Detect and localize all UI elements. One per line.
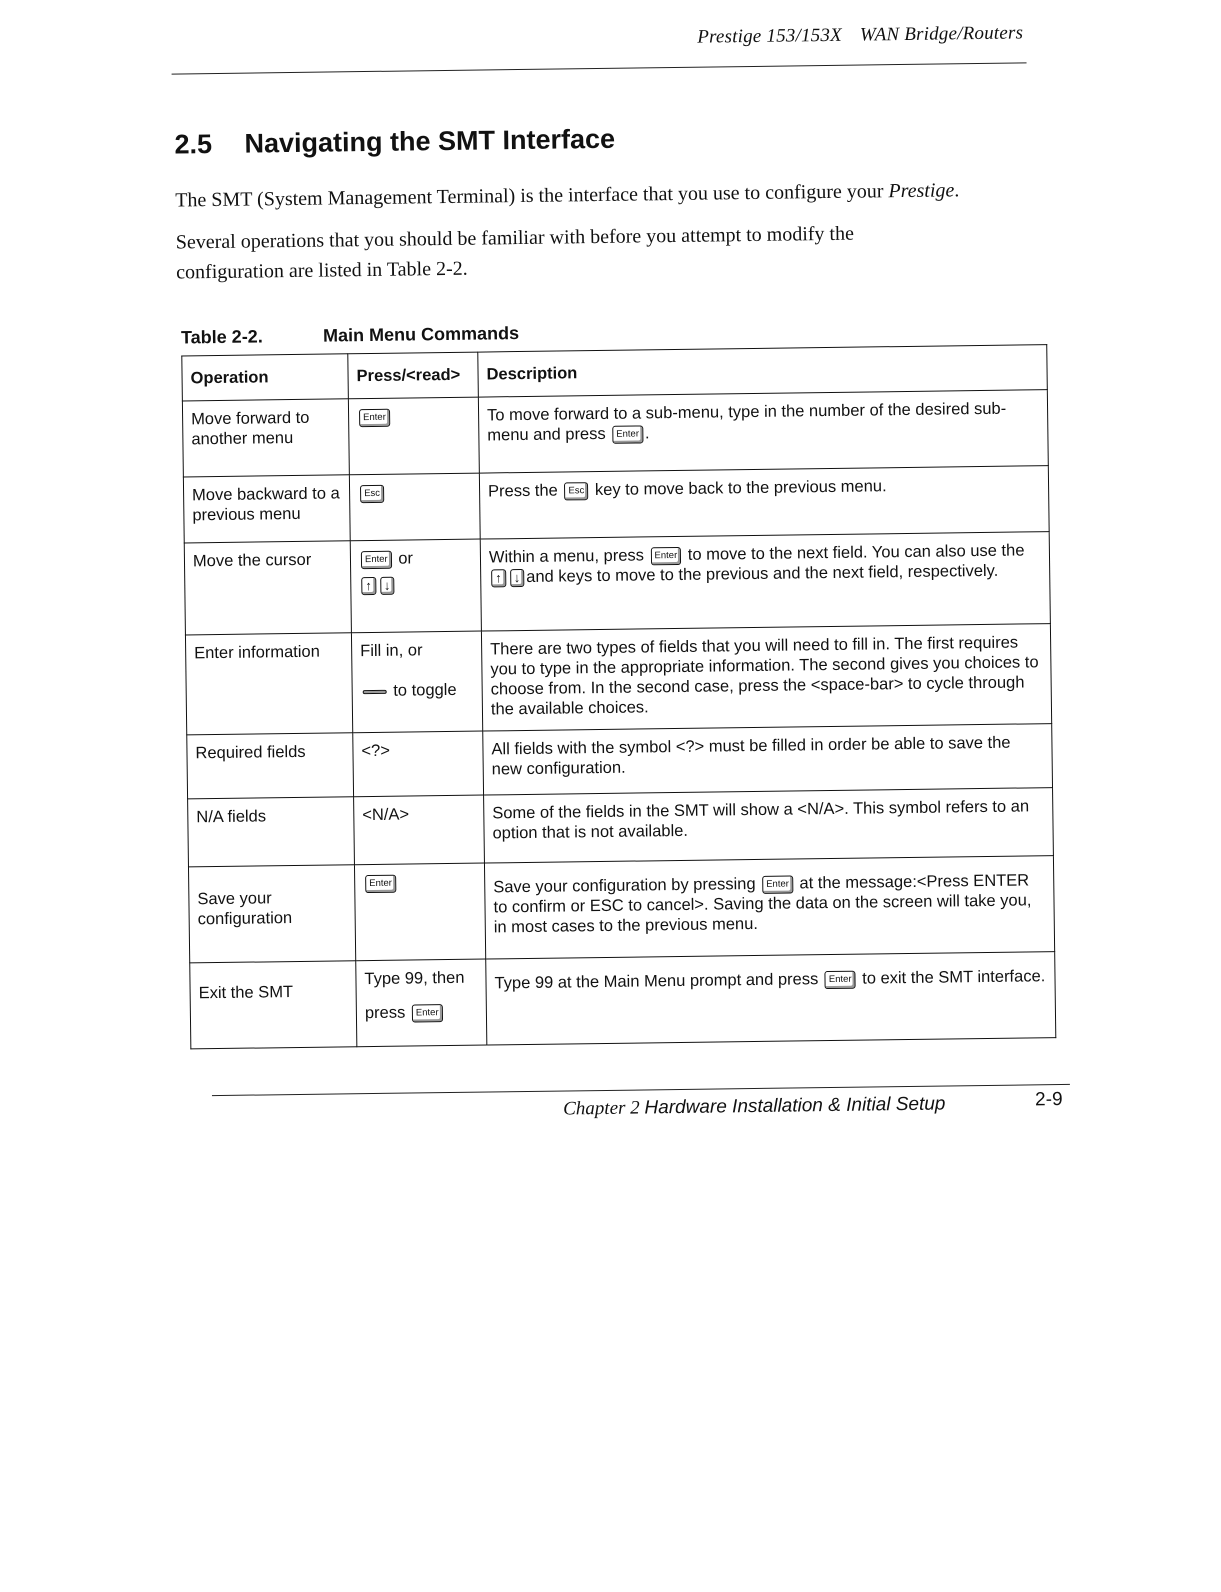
operation-cell: Move the cursor xyxy=(184,541,351,635)
press-text: or xyxy=(398,549,414,568)
down-arrow-key-icon: ↓ xyxy=(510,569,525,587)
operation-cell: Required fields xyxy=(187,733,354,799)
ops-line-1: Several operations that you should be familiar with before you attempt to modify the xyxy=(175,222,855,254)
intro-period: . xyxy=(954,179,960,202)
operation-cell: Save your configuration xyxy=(188,865,355,963)
description-text: . xyxy=(644,424,650,443)
press-cell xyxy=(348,397,479,475)
enter-key-icon: Enter xyxy=(650,547,681,565)
up-arrow-key-icon: ↑ xyxy=(361,577,376,595)
enter-key-icon: Enter xyxy=(361,550,392,568)
table-row xyxy=(184,532,1050,635)
description-text: Press the xyxy=(487,481,563,501)
enter-key-icon: Enter xyxy=(612,425,643,443)
table-row xyxy=(182,390,1048,477)
press-text: to toggle xyxy=(393,680,457,700)
press-cell xyxy=(351,631,482,733)
table-row xyxy=(183,466,1049,543)
enter-key-icon: Enter xyxy=(359,408,390,426)
running-footer xyxy=(563,1094,946,1121)
intro-text: The SMT (System Management Terminal) is the interface that you use to configure your xyxy=(175,180,889,212)
description-cell xyxy=(480,532,1050,631)
down-arrow-key-icon: ↓ xyxy=(380,576,395,594)
header-description: Description xyxy=(478,345,1048,397)
description-text: To move forward to a sub-menu, type in the number of the desired sub-menu and press xyxy=(486,399,1007,445)
table-row xyxy=(188,788,1054,867)
section-heading xyxy=(174,124,615,161)
table-number: Table 2-2. xyxy=(180,326,263,348)
press-cell xyxy=(356,959,487,1047)
table-row xyxy=(185,624,1051,735)
description-text: at the message:<Press ENTER to confirm or ESC to cancel>. Saving the data on the screen will take you, in most cases to the previous menu. xyxy=(493,871,1032,937)
enter-key-icon: Enter xyxy=(412,1004,443,1022)
press-cell: <N/A> xyxy=(354,795,485,865)
press-text: press xyxy=(364,1003,406,1023)
header-press: Press/<read> xyxy=(348,352,479,399)
description-cell: Some of the fields in the SMT will show a <N/A>. This symbol refers to an option that is not available. xyxy=(484,788,1054,863)
description-cell xyxy=(478,390,1048,473)
press-cell xyxy=(354,863,485,961)
operation-cell: Move forward to another menu xyxy=(182,399,349,477)
section-number: 2.5 xyxy=(174,129,213,160)
intro-product-name: Prestige xyxy=(888,179,955,203)
description-cell: All fields with the symbol <?> must be filled in order be able to save the new configuration. xyxy=(483,724,1053,795)
operation-cell: Move backward to a previous menu xyxy=(183,475,350,543)
enter-key-icon: Enter xyxy=(762,875,793,893)
description-text: and keys to move to the previous and the next field, respectively. xyxy=(526,561,999,586)
table-title: Main Menu Commands xyxy=(322,323,520,346)
esc-key-icon: Esc xyxy=(564,482,588,500)
press-cell xyxy=(349,473,480,541)
enter-key-icon: Enter xyxy=(365,874,396,892)
section-title: Navigating the SMT Interface xyxy=(244,123,616,159)
header-rule xyxy=(172,62,1027,74)
header-operation: Operation xyxy=(182,354,349,401)
table-row xyxy=(187,724,1053,799)
description-cell xyxy=(479,466,1049,539)
running-header xyxy=(593,22,1023,50)
description-cell: There are two types of fields that you will need to fill in. The first requires you to type in the appropriate information. The second gives you choices to choose from. In the second case, press the <space-bar> to cycle through the available choices. xyxy=(481,624,1051,731)
press-cell xyxy=(350,539,481,633)
ops-line-2: configuration are listed in Table 2-2. xyxy=(176,257,468,284)
page-number: 2-9 xyxy=(1034,1088,1063,1111)
footer-chapter-label: Chapter 2 xyxy=(563,1097,640,1120)
operations-paragraph xyxy=(176,216,1037,287)
space-key-icon xyxy=(363,689,387,693)
operation-cell: N/A fields xyxy=(188,797,355,867)
description-cell xyxy=(486,952,1056,1045)
press-cell: <?> xyxy=(353,731,484,797)
table-row xyxy=(190,952,1056,1049)
description-text: Within a menu, press xyxy=(488,546,649,567)
table-row xyxy=(188,856,1054,963)
description-cell xyxy=(484,856,1054,959)
description-text: to exit the SMT interface. xyxy=(857,967,1046,988)
description-text: Type 99 at the Main Menu prompt and press xyxy=(494,970,823,993)
description-text: key to move back to the previous menu. xyxy=(590,477,887,500)
press-text: Fill in, or xyxy=(360,641,423,661)
operation-cell: Exit the SMT xyxy=(190,961,357,1049)
description-text: Save your configuration by pressing xyxy=(493,874,761,897)
operation-cell: Enter information xyxy=(185,633,352,735)
main-menu-commands-table xyxy=(181,344,1056,1049)
footer-chapter-title: Hardware Installation & Initial Setup xyxy=(644,1093,946,1119)
enter-key-icon: Enter xyxy=(825,970,856,988)
table-caption xyxy=(181,323,519,348)
press-text: Type 99, then xyxy=(364,968,465,989)
description-text: to move to the next field. You can also use the xyxy=(683,541,1025,564)
esc-key-icon: Esc xyxy=(360,484,384,502)
header-type: WAN Bridge/Routers xyxy=(859,22,1024,46)
header-product: Prestige 153/153X xyxy=(697,24,843,48)
intro-paragraph xyxy=(175,174,1035,215)
up-arrow-key-icon: ↑ xyxy=(491,569,506,587)
